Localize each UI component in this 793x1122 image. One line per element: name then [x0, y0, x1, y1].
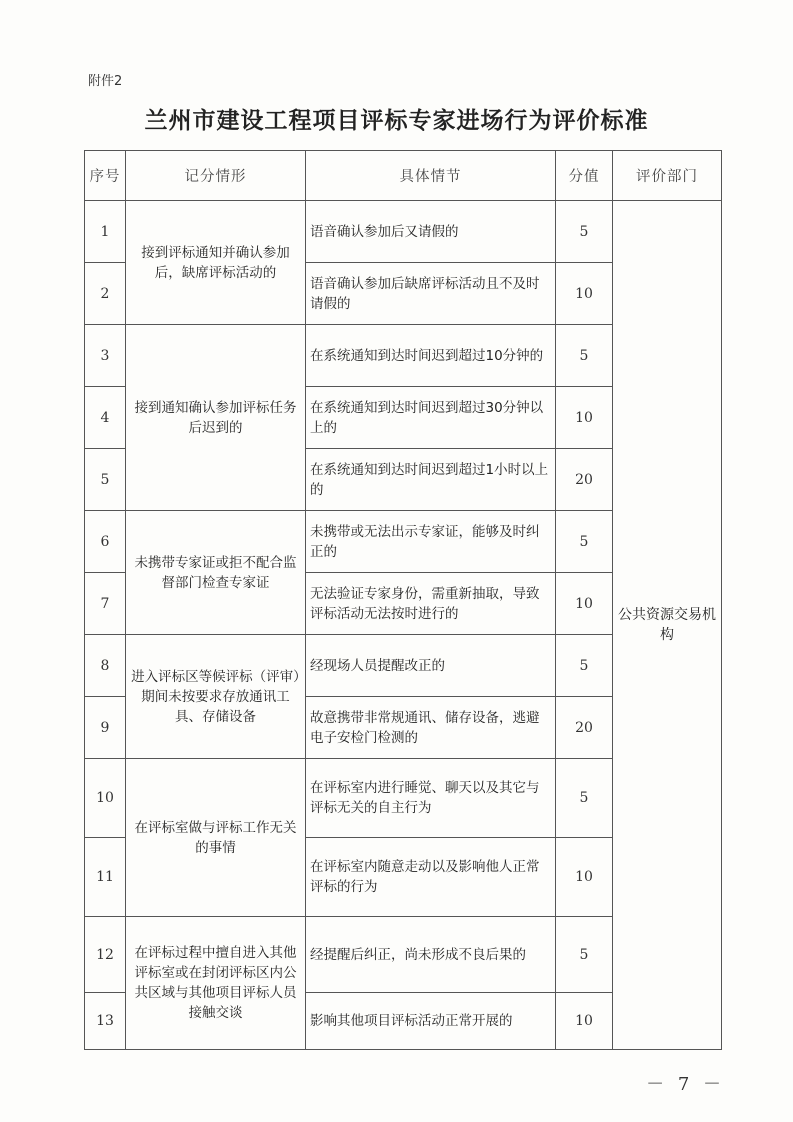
- row-number: 13: [85, 993, 126, 1050]
- document-title: 兰州市建设工程项目评标专家进场行为评价标准: [144, 108, 649, 134]
- table-header-row: [85, 151, 722, 201]
- row-number: 7: [85, 573, 126, 635]
- detail-cell: 未携带或无法出示专家证，能够及时纠正的: [306, 511, 556, 573]
- score-cell: 10: [556, 838, 613, 917]
- detail-cell: 在系统通知到达时间迟到超过10分钟的: [306, 325, 556, 387]
- score-cell: 5: [556, 759, 613, 838]
- detail-cell: 无法验证专家身份，需重新抽取，导致评标活动无法按时进行的: [306, 573, 556, 635]
- score-cell: 5: [556, 201, 613, 263]
- category-cell: 在评标室做与评标工作无关的事情: [126, 759, 306, 917]
- header-seq: 序号: [85, 151, 126, 201]
- row-number: 9: [85, 697, 126, 759]
- score-cell: 20: [556, 697, 613, 759]
- detail-cell: 语音确认参加后缺席评标活动且不及时请假的: [306, 263, 556, 325]
- detail-cell: 在系统通知到达时间迟到超过30分钟以上的: [306, 387, 556, 449]
- header-department: 评价部门: [613, 151, 722, 201]
- detail-cell: 语音确认参加后又请假的: [306, 201, 556, 263]
- detail-cell: 影响其他项目评标活动正常开展的: [306, 993, 556, 1050]
- category-cell: 进入评标区等候评标（评审）期间未按要求存放通讯工具、存储设备: [126, 635, 306, 759]
- row-number: 1: [85, 201, 126, 263]
- score-cell: 10: [556, 387, 613, 449]
- row-number: 10: [85, 759, 126, 838]
- row-number: 2: [85, 263, 126, 325]
- detail-cell: 在评标室内随意走动以及影响他人正常评标的行为: [306, 838, 556, 917]
- score-cell: 5: [556, 325, 613, 387]
- header-detail: 具体情节: [306, 151, 556, 201]
- row-number: 5: [85, 449, 126, 511]
- page-number: － 7 －: [646, 1074, 725, 1095]
- category-cell: 未携带专家证或拒不配合监督部门检查专家证: [126, 511, 306, 635]
- detail-cell: 经现场人员提醒改正的: [306, 635, 556, 697]
- row-number: 4: [85, 387, 126, 449]
- detail-cell: 在系统通知到达时间迟到超过1小时以上的: [306, 449, 556, 511]
- score-cell: 10: [556, 573, 613, 635]
- detail-cell: 经提醒后纠正，尚未形成不良后果的: [306, 917, 556, 993]
- row-number: 11: [85, 838, 126, 917]
- table-row: [85, 201, 722, 263]
- header-category: 记分情形: [126, 151, 306, 201]
- category-cell: 在评标过程中擅自进入其他评标室或在封闭评标区内公共区域与其他项目评标人员接触交谈: [126, 917, 306, 1050]
- detail-cell: 在评标室内进行睡觉、聊天以及其它与评标无关的自主行为: [306, 759, 556, 838]
- evaluation-standard-table: [84, 150, 722, 1050]
- department-cell: 公共资源交易机构: [613, 201, 722, 1050]
- score-cell: 5: [556, 917, 613, 993]
- category-cell: 接到评标通知并确认参加后，缺席评标活动的: [126, 201, 306, 325]
- row-number: 3: [85, 325, 126, 387]
- row-number: 8: [85, 635, 126, 697]
- score-cell: 10: [556, 263, 613, 325]
- header-score: 分值: [556, 151, 613, 201]
- score-cell: 5: [556, 635, 613, 697]
- score-cell: 10: [556, 993, 613, 1050]
- attachment-label: 附件2: [88, 74, 123, 89]
- row-number: 12: [85, 917, 126, 993]
- detail-cell: 故意携带非常规通讯、储存设备，逃避电子安检门检测的: [306, 697, 556, 759]
- score-cell: 20: [556, 449, 613, 511]
- row-number: 6: [85, 511, 126, 573]
- score-cell: 5: [556, 511, 613, 573]
- category-cell: 接到通知确认参加评标任务后迟到的: [126, 325, 306, 511]
